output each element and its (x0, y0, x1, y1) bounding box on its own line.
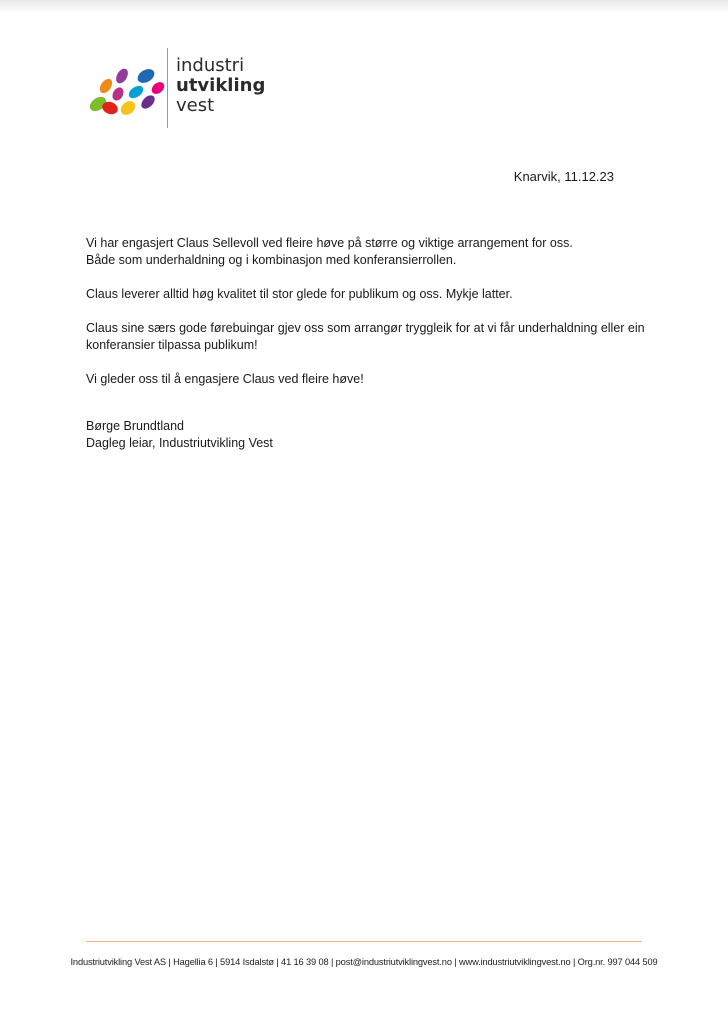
logo-wordmark (176, 56, 265, 116)
logo-line-industri: industri (176, 55, 245, 76)
page-top-shade (0, 0, 728, 14)
footer-contact-info: Industriutvikling Vest AS | Hagellia 6 | 5914 Isdalstø | 41 16 39 08 | post@industriutviklingvest.no | www.industriutviklingvest.no | Org.nr. 997 044 509 (70, 957, 658, 967)
signature-name: Børge Brundtland (86, 419, 184, 433)
logo-line-vest: vest (176, 95, 215, 116)
letter-date: Knarvik, 11.12.23 (513, 169, 614, 184)
logo-petals-icon (88, 64, 166, 120)
logo-divider (167, 48, 168, 128)
signature-title: Dagleg leiar, Industriutvikling Vest (86, 436, 273, 450)
company-logo (88, 48, 268, 130)
footer-rule (86, 941, 642, 942)
signature-block (86, 418, 273, 452)
letter-line: Både som underhaldning og i kombinasjon med konferansierrollen. (86, 253, 457, 267)
logo-line-utvikling: utvikling (176, 75, 266, 96)
letter-paragraph: Vi gleder oss til å engasjere Claus ved fleire høve! (86, 372, 364, 386)
letter-body (86, 235, 646, 405)
letter-line: Vi har engasjert Claus Sellevoll ved fleire høve på større og viktige arrangement for oss. (86, 236, 573, 250)
letter-paragraph (86, 235, 646, 269)
letter-paragraph: Claus sine særs gode førebuingar gjev oss som arrangør tryggleik for at vi får underhaldning eller ein konferansier tilpassa publikum! (86, 321, 645, 352)
letter-paragraph: Claus leverer alltid høg kvalitet til stor glede for publikum og oss. Mykje latter. (86, 287, 513, 301)
